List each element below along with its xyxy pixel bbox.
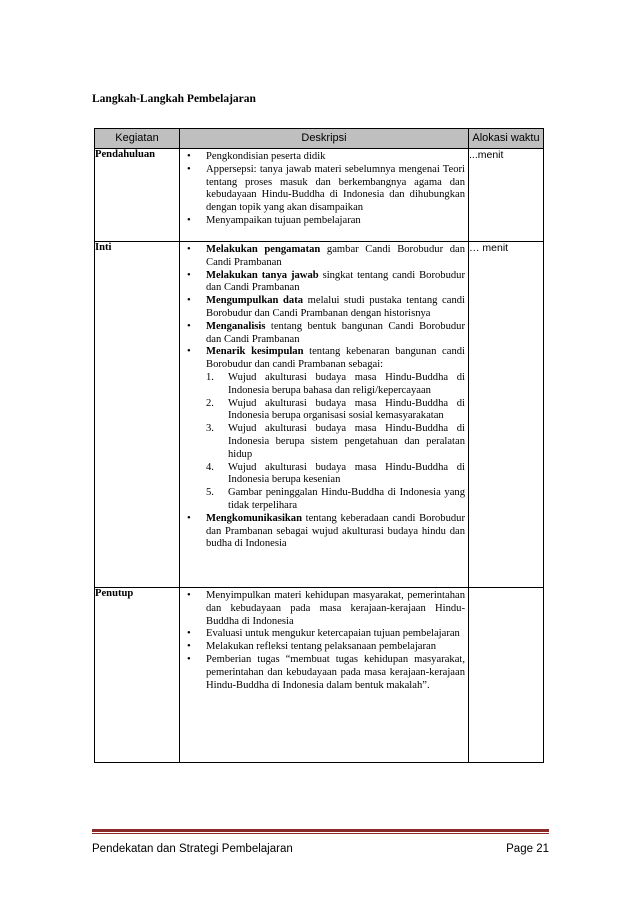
lesson-steps-table <box>94 128 544 763</box>
phase-cell: Penutup <box>95 588 180 763</box>
list-item: • Melakukan refleksi tentang pelaksanaan pembelajaran <box>187 641 437 653</box>
table-row-inti <box>95 242 544 588</box>
list-item: • Pengkondisian peserta didik <box>187 151 326 162</box>
bullet-icon: • <box>187 512 191 524</box>
bullet-icon: • <box>187 295 191 307</box>
list-item: • Melakukan pengamatan gambar Candi Borobudur dan Candi Prambanan <box>187 244 465 268</box>
header-kegiatan: Kegiatan <box>95 129 180 149</box>
numbered-sublist <box>206 372 465 513</box>
bullet-icon: • <box>187 269 191 281</box>
bullet-icon: • <box>187 214 191 226</box>
list-item: • Pemberian tugas “membuat tugas kehidupan masyarakat, pemerintahan dan kebudayaan pada masa kerajaan-kerajaan Hindu-Buddha di Indonesia dalam bentuk makalah”. <box>187 653 465 691</box>
description-cell <box>180 588 469 763</box>
footer-divider-thin <box>92 833 549 834</box>
header-deskripsi: Deskripsi <box>180 129 469 149</box>
bullet-icon: • <box>187 244 191 255</box>
sublist-item: 1. Wujud akulturasi budaya masa Hindu-Buddha di Indonesia berupa bahasa dan religi/kepercayaan <box>206 371 465 396</box>
time-cell: … menit <box>469 242 544 588</box>
list-item: • Menyampaikan tujuan pembelajaran <box>187 214 361 226</box>
description-cell <box>180 242 469 588</box>
list-item: • Mengumpulkan data melalui studi pustaka tentang candi Borobudur dan Candi Prambanan dengan historisnya <box>187 295 465 319</box>
list-item: • Menarik kesimpulan tentang kebenaran bangunan candi Borobudur dan candi Prambanan sebagai: 1. Wujud akulturasi budaya masa Hindu-Buddha di Indonesia berupa bahasa dan religi/kepercayaan 2. Wujud akulturasi budaya masa Hindu-Buddha di Indonesia berupa organisasi sosial kemasyarakatan 3. Wujud akulturasi budaya masa Hindu-Buddha di Indonesia berupa sistem pengetahuan dan peralatan hidup 4. Wujud akulturasi budaya masa Hindu-Buddha di Indonesia berupa kesenian 5. Gambar peninggalan Hindu-Buddha di Indonesia yang tidak terpelihara <box>187 346 465 511</box>
table-header-row <box>95 129 544 149</box>
sublist-item: 2. Wujud akulturasi budaya masa Hindu-Buddha di Indonesia berupa organisasi sosial kemasyarakatan <box>206 397 465 422</box>
table-row-penutup <box>95 588 544 763</box>
table-row-pendahuluan <box>95 149 544 242</box>
bullet-icon: • <box>187 163 191 175</box>
phase-cell: Pendahuluan <box>95 149 180 242</box>
bullet-icon: • <box>187 320 191 332</box>
description-cell <box>180 149 469 242</box>
page-number: Page 21 <box>506 843 549 855</box>
bullet-icon: • <box>187 641 191 653</box>
bullet-icon: • <box>187 346 191 358</box>
sublist-item: 3. Wujud akulturasi budaya masa Hindu-Buddha di Indonesia berupa sistem pengetahuan dan peralatan hidup <box>206 423 465 460</box>
footer-divider <box>92 829 549 832</box>
bullet-icon: • <box>187 628 191 640</box>
time-cell <box>469 588 544 763</box>
sublist-item: 4. Wujud akulturasi budaya masa Hindu-Buddha di Indonesia berupa kesenian <box>206 461 465 486</box>
sublist-item: 5. Gambar peninggalan Hindu-Buddha di Indonesia yang tidak terpelihara <box>206 487 465 511</box>
bullet-icon: • <box>187 151 191 162</box>
footer-title: Pendekatan dan Strategi Pembelajaran <box>92 843 293 855</box>
time-cell: ...menit <box>469 149 544 242</box>
section-heading: Langkah-Langkah Pembelajaran <box>92 93 256 105</box>
list-item: • Menganalisis tentang bentuk bangunan Candi Borobudur dan Candi Prambanan <box>187 320 465 345</box>
list-item: • Appersepsi: tanya jawab materi sebelumnya mengenai Teori tentang proses masuk dan berkembangnya agama dan kebudayaan Hindu-Buddha di Indonesia dan dihubungkan dengan topik yang akan disampaikan <box>187 163 465 214</box>
list-item: • Mengkomunikasikan tentang keberadaan candi Borobudur dan Prambanan sebagai wujud akulturasi budaya hindu dan budha di Indonesia <box>187 512 465 550</box>
header-alokasi-waktu: Alokasi waktu <box>469 129 544 149</box>
phase-cell: Inti <box>95 242 180 588</box>
list-item: • Melakukan tanya jawab singkat tentang candi Borobudur dan Candi Prambanan <box>187 269 465 294</box>
bullet-icon: • <box>187 590 191 601</box>
list-item: • Menyimpulkan materi kehidupan masyarakat, pemerintahan dan kebudayaan pada masa kerajaan-kerajaan Hindu-Buddha di Indonesia <box>187 590 465 627</box>
list-item: • Evaluasi untuk mengukur ketercapaian tujuan pembelajaran <box>187 628 460 640</box>
bullet-icon: • <box>187 653 191 665</box>
